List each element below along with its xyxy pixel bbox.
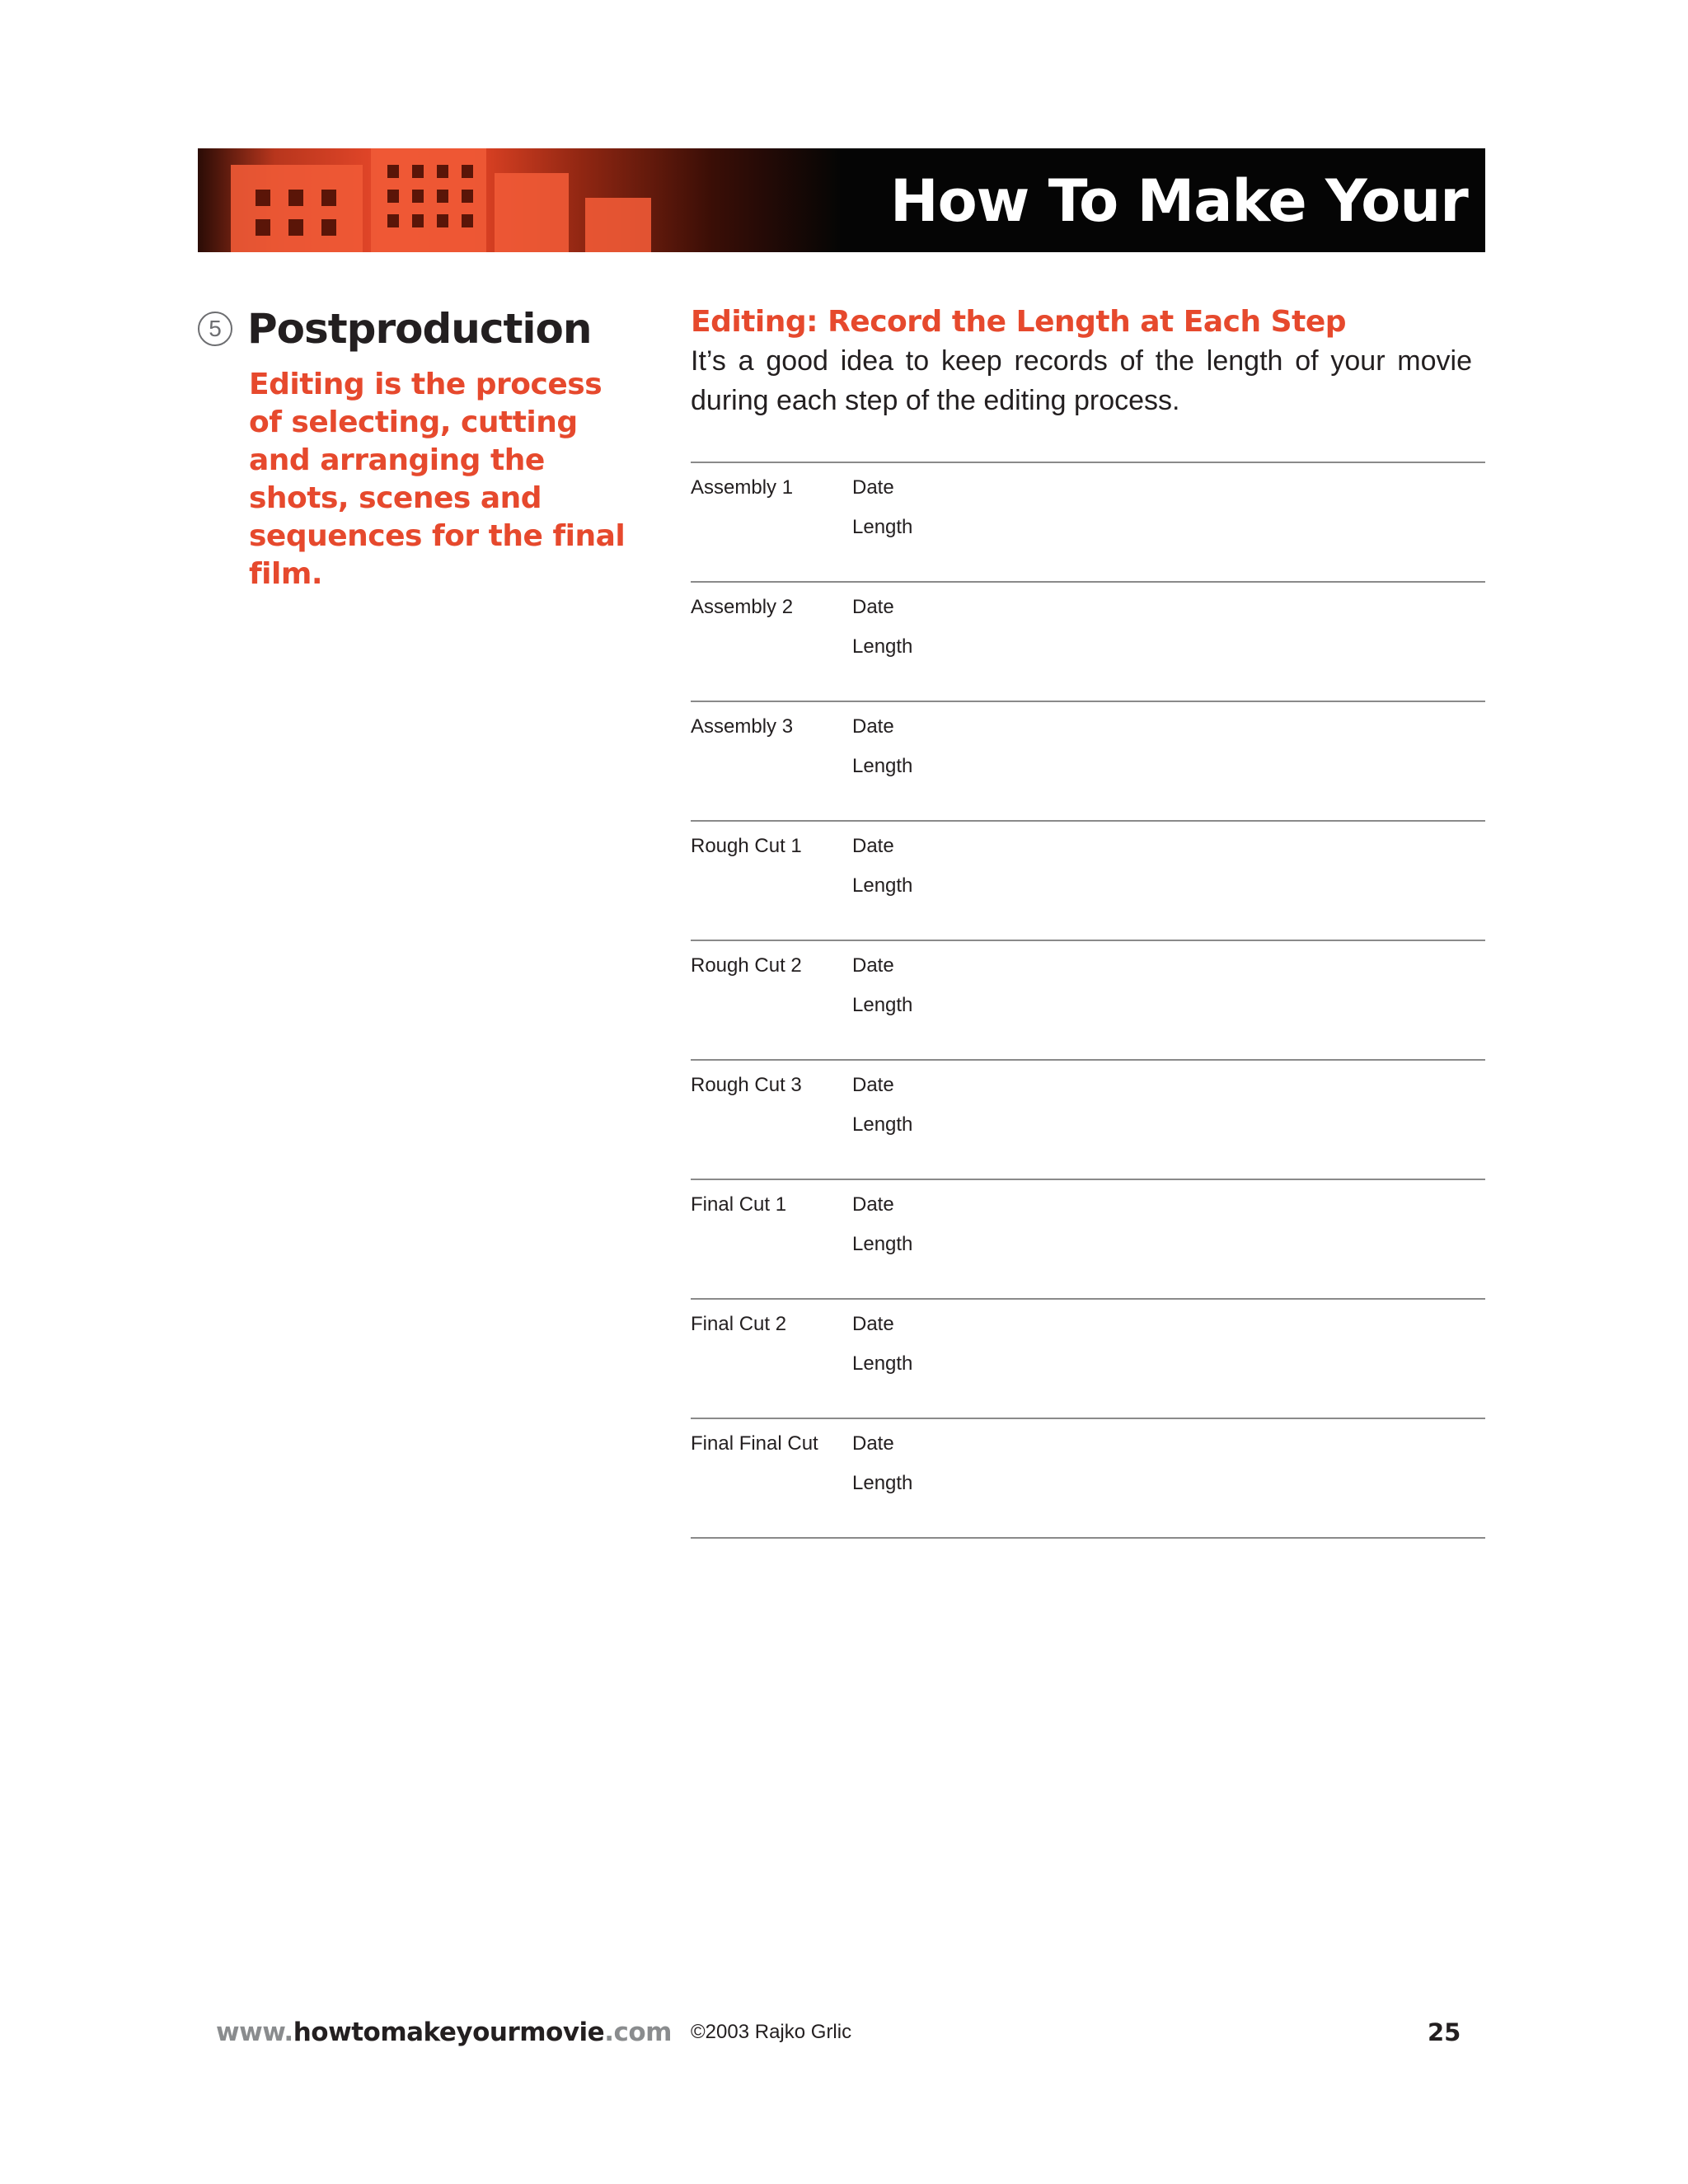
length-label: Length	[852, 516, 913, 538]
length-label: Length	[852, 1472, 913, 1494]
date-label: Date	[852, 1313, 894, 1335]
banner-title: How To Make Your Movie	[890, 167, 1468, 317]
date-label: Date	[852, 1193, 894, 1216]
subsection-title: Editing: Record the Length at Each Step	[691, 305, 1346, 339]
step-name: Rough Cut 1	[691, 835, 802, 857]
date-label: Date	[852, 596, 894, 618]
length-label: Length	[852, 635, 913, 658]
page-number: 25	[1428, 2018, 1461, 2046]
url-domain: howtomakeyourmovie	[293, 2018, 605, 2047]
log-row	[691, 820, 1485, 940]
section-title: Postproduction	[247, 305, 592, 353]
step-name: Final Final Cut	[691, 1432, 818, 1455]
step-name: Assembly 1	[691, 476, 794, 499]
footer-website-link[interactable]	[216, 2014, 672, 2050]
url-suffix: .com	[604, 2018, 672, 2047]
step-name: Assembly 2	[691, 596, 794, 618]
log-row	[691, 1059, 1485, 1179]
step-name: Final Cut 2	[691, 1313, 787, 1335]
length-label: Length	[852, 755, 913, 777]
step-name: Assembly 3	[691, 715, 794, 738]
log-row	[691, 581, 1485, 701]
log-row	[691, 940, 1485, 1059]
section-heading	[198, 300, 591, 358]
log-row	[691, 1298, 1485, 1418]
step-name: Final Cut 1	[691, 1193, 787, 1216]
copyright-notice: ©2003 Rajko Grlic	[691, 2021, 852, 2043]
log-row	[691, 1418, 1485, 1539]
intro-paragraph: It’s a good idea to keep records of the length of your movie during each step of the editing process.	[691, 345, 1472, 416]
date-label: Date	[852, 715, 894, 738]
length-label: Length	[852, 994, 913, 1016]
log-row	[691, 1179, 1485, 1298]
editing-length-log	[691, 462, 1485, 1539]
log-row	[691, 701, 1485, 820]
date-label: Date	[852, 1432, 894, 1455]
section-number-badge: 5	[198, 312, 232, 346]
pull-quote: Editing is the process of selecting, cutting and arranging the shots, scenes and sequences for the final film.	[249, 368, 626, 591]
date-label: Date	[852, 835, 894, 857]
url-prefix: www.	[216, 2018, 293, 2047]
date-label: Date	[852, 476, 894, 499]
length-label: Length	[852, 874, 913, 897]
date-label: Date	[852, 954, 894, 977]
length-label: Length	[852, 1113, 913, 1136]
log-row	[691, 462, 1485, 581]
header-banner	[198, 148, 1485, 317]
step-name: Rough Cut 2	[691, 954, 802, 977]
length-label: Length	[852, 1352, 913, 1375]
date-label: Date	[852, 1074, 894, 1096]
step-name: Rough Cut 3	[691, 1074, 802, 1096]
length-label: Length	[852, 1233, 913, 1255]
banner-city-photo	[198, 148, 841, 252]
